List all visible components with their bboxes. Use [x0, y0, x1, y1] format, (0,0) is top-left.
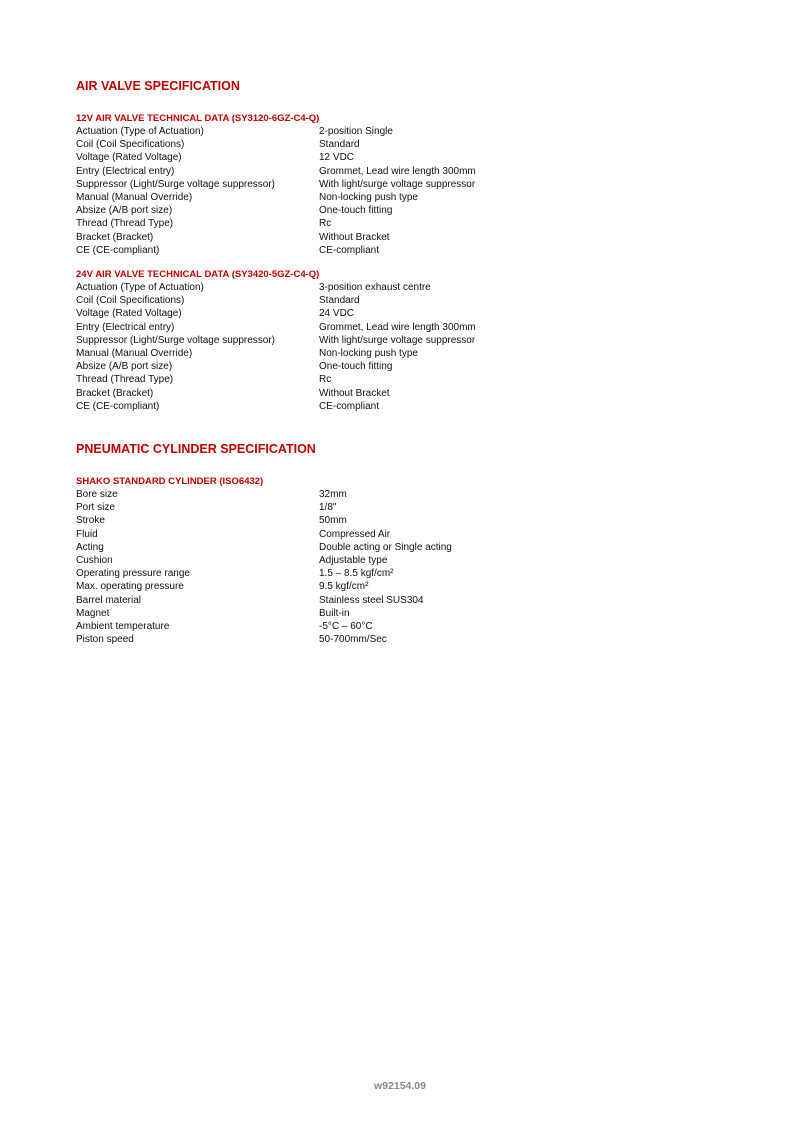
spec-label: Absize (A/B port size)	[76, 205, 173, 217]
table-row	[76, 165, 476, 178]
table-row	[76, 633, 452, 646]
spec-value: 1/8"	[319, 502, 337, 514]
spec-block-24v	[76, 268, 726, 413]
spec-value: With light/surge voltage suppressor	[319, 178, 476, 190]
block-title: 12V AIR VALVE TECHNICAL DATA (SY3120-6GZ-C4-Q)	[76, 113, 320, 124]
spec-label: Operating pressure range	[76, 568, 190, 580]
spec-value: -5°C – 60°C	[319, 621, 373, 633]
table-row	[76, 594, 452, 607]
table-row	[76, 307, 476, 320]
table-row	[76, 514, 452, 527]
table-row	[76, 231, 476, 244]
table-row	[76, 347, 476, 360]
spec-value: 24 VDC	[319, 308, 355, 320]
spec-value: CE-compliant	[319, 244, 380, 256]
table-row	[76, 191, 476, 204]
spec-block-cylinder	[76, 475, 726, 646]
spec-label: Barrel material	[76, 594, 142, 606]
spec-label: Manual (Manual Override)	[76, 192, 193, 204]
table-row	[76, 204, 476, 217]
table-row	[76, 488, 452, 501]
spec-label: Bracket (Bracket)	[76, 231, 154, 243]
spec-label: Acting	[76, 541, 104, 553]
table-row	[76, 580, 452, 593]
table-row	[76, 294, 476, 307]
spec-table	[76, 125, 476, 257]
spec-value: Standard	[319, 295, 360, 307]
table-row	[76, 620, 452, 633]
spec-label: CE (CE-compliant)	[76, 400, 160, 412]
table-row	[76, 567, 452, 580]
section-title: AIR VALVE SPECIFICATION	[76, 79, 240, 93]
spec-value: Without Bracket	[319, 387, 390, 399]
spec-value: Compressed Air	[319, 528, 391, 540]
spec-value: 32mm	[319, 489, 347, 500]
table-row	[76, 607, 452, 620]
pneumatic-cylinder-section	[76, 441, 726, 646]
table-row	[76, 321, 476, 334]
spec-label: Suppressor (Light/Surge voltage suppressor)	[76, 334, 275, 346]
table-row	[76, 501, 452, 514]
spec-value: 12 VDC	[319, 152, 355, 164]
spec-label: Voltage (Rated Voltage)	[76, 152, 182, 164]
document-code-footer: w92154.09	[374, 1080, 426, 1092]
table-row	[76, 360, 476, 373]
table-row	[76, 281, 476, 294]
table-row	[76, 125, 476, 138]
spec-value: Adjustable type	[319, 555, 388, 567]
table-row	[76, 244, 476, 257]
spec-value: 9.5 kgf/cm²	[319, 581, 369, 593]
block-title: SHAKO STANDARD CYLINDER (ISO6432)	[76, 476, 264, 487]
spec-table	[76, 488, 452, 646]
spec-label: Piston speed	[76, 634, 134, 646]
table-row	[76, 151, 476, 164]
table-row	[76, 334, 476, 347]
spec-label: Coil (Coil Specifications)	[76, 139, 185, 151]
spec-value: 2-position Single	[319, 126, 393, 137]
spec-table	[76, 281, 476, 413]
spec-label: Entry (Electrical entry)	[76, 321, 175, 333]
spec-value: Standard	[319, 139, 360, 151]
spec-label: Cushion	[76, 555, 113, 567]
spec-value: 50mm	[319, 515, 347, 527]
spec-label: Entry (Electrical entry)	[76, 165, 175, 177]
table-row	[76, 387, 476, 400]
spec-label: Stroke	[76, 515, 105, 527]
spec-label: Coil (Coil Specifications)	[76, 295, 185, 307]
table-row	[76, 400, 476, 413]
spec-value: Stainless steel SUS304	[319, 594, 424, 606]
spec-value: One-touch fitting	[319, 361, 393, 373]
block-title: 24V AIR VALVE TECHNICAL DATA (SY3420-5GZ-C4-Q)	[76, 269, 320, 281]
spec-label: Thread (Thread Type)	[76, 374, 174, 386]
spec-value: Grommet, Lead wire length 300mm	[319, 321, 476, 333]
spec-label: Max. operating pressure	[76, 581, 184, 593]
air-valve-section	[76, 78, 726, 413]
table-row	[76, 554, 452, 567]
table-row	[76, 178, 476, 191]
spec-value: CE-compliant	[319, 400, 380, 412]
spec-label: Fluid	[76, 528, 98, 540]
spec-label: Port size	[76, 502, 115, 514]
section-title: PNEUMATIC CYLINDER SPECIFICATION	[76, 442, 316, 456]
spec-label: Bracket (Bracket)	[76, 387, 154, 399]
spec-value: Without Bracket	[319, 231, 390, 243]
spec-label: Suppressor (Light/Surge voltage suppressor)	[76, 178, 275, 190]
spec-label: Magnet	[76, 607, 110, 619]
spec-label: Voltage (Rated Voltage)	[76, 308, 182, 320]
spec-label: Actuation (Type of Actuation)	[76, 126, 204, 137]
spec-value: Built-in	[319, 607, 350, 619]
table-row	[76, 528, 452, 541]
spec-label: Ambient temperature	[76, 621, 170, 633]
spec-label: Actuation (Type of Actuation)	[76, 282, 204, 294]
spec-block-12v	[76, 112, 726, 257]
spec-value: 50-700mm/Sec	[319, 634, 387, 646]
spec-label: Thread (Thread Type)	[76, 218, 174, 230]
spec-value: Grommet, Lead wire length 300mm	[319, 165, 476, 177]
spec-value: With light/surge voltage suppressor	[319, 334, 476, 346]
spec-value: Rc	[319, 374, 332, 386]
table-row	[76, 373, 476, 386]
spec-label: Absize (A/B port size)	[76, 361, 173, 373]
table-row	[76, 541, 452, 554]
spec-value: One-touch fitting	[319, 205, 393, 217]
table-row	[76, 138, 476, 151]
spec-label: Bore size	[76, 489, 118, 500]
spec-value: Non-locking push type	[319, 192, 418, 204]
spec-value: Rc	[319, 218, 332, 230]
spec-label: Manual (Manual Override)	[76, 348, 193, 360]
spec-value: Double acting or Single acting	[319, 541, 452, 553]
spec-label: CE (CE-compliant)	[76, 244, 160, 256]
spec-value: 1.5 – 8.5 kgf/cm²	[319, 568, 394, 580]
spec-value: Non-locking push type	[319, 348, 418, 360]
table-row	[76, 217, 476, 230]
spec-value: 3-position exhaust centre	[319, 282, 431, 294]
